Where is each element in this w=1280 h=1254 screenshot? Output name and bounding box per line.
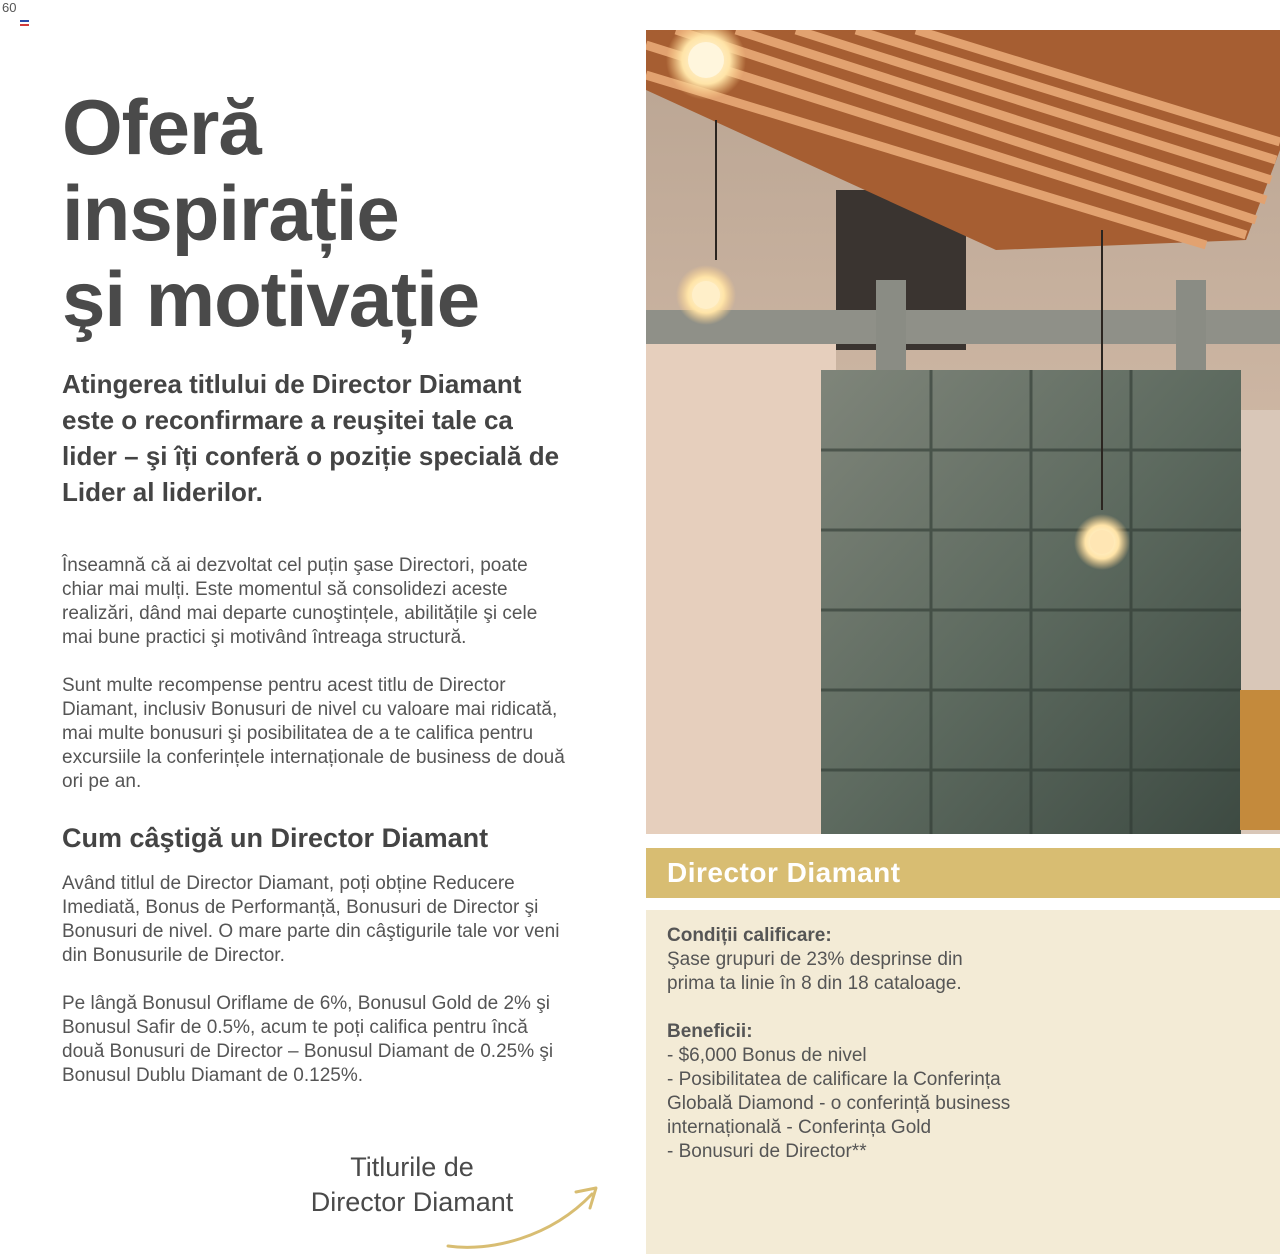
- title-line: Oferă: [62, 83, 261, 171]
- body-paragraph-4: Pe lângă Bonusul Oriflame de 6%, Bonusul Gold de 2% şi Bonusul Safir de 0.5%, acum te poți califica pentru încă două Bonusuri de Director – Bonusul Diamant de 0.25% şi Bonusul Dublu Diamant de 0.125%.: [62, 993, 554, 1086]
- interior-photo: [646, 30, 1280, 834]
- box-title: Director Diamant: [667, 857, 901, 888]
- title-line: inspirație: [62, 169, 399, 257]
- qualification-box: [646, 910, 1280, 1254]
- list-item: - $6,000 Bonus de nivel: [667, 1045, 867, 1066]
- gold-arrow-icon: [440, 1180, 610, 1254]
- lead-paragraph: Atingerea titlului de Director Diamant este o reconfirmare a reuşitei tale ca lider – şi îți conferă o poziție specială de Lider al liderilor.: [62, 369, 560, 507]
- list-item: - Bonusuri de Director**: [667, 1141, 867, 1162]
- benefits-label: Beneficii:: [667, 1021, 753, 1042]
- article-column: [62, 84, 582, 1088]
- body-paragraph-3: Având titlul de Director Diamant, poți obține Reducere Imediată, Bonus de Performanță, Bonusuri de Director şi Bonusuri de nivel. O mare parte din câştigurile tale vor veni din Bonusurile de Director.: [62, 873, 560, 966]
- page-number: 60: [2, 0, 17, 15]
- qualification-label: Condiții calificare:: [667, 925, 832, 946]
- list-item: - Posibilitatea de calificare la Conferința Globală Diamond - o conferință business internațională - Conferința Gold: [667, 1069, 1011, 1138]
- signature-line: Director Diamant: [310, 1187, 514, 1217]
- body-paragraph-1: Înseamnă că ai dezvoltat cel puțin şase Directori, poate chiar mai mulți. Este momentul să consolidezi aceste realizări, dând mai departe cunoştințele, abilitățile şi cele mai bune practici şi motivând întreaga structură.: [62, 555, 538, 648]
- flag-icon: [20, 20, 29, 26]
- director-diamond-header: [646, 848, 1280, 898]
- benefits-list: [667, 1044, 1280, 1164]
- title-line: şi motivație: [62, 255, 480, 343]
- qualification-text: Şase grupuri de 23% desprinse din prima ta linie în 8 din 18 cataloage.: [667, 949, 963, 994]
- body-paragraph-2: Sunt multe recompense pentru acest titlu de Director Diamant, inclusiv Bonusuri de nivel cu valoare mai ridicată, mai multe bonusuri şi posibilitatea de a te califica pentru excursiile la conferințele internaționale de business de două ori pe an.: [62, 675, 565, 792]
- signature-line: Titlurile de: [350, 1152, 474, 1182]
- page-title: [62, 84, 582, 342]
- section-subheading: Cum câştigă un Director Diamant: [62, 823, 489, 853]
